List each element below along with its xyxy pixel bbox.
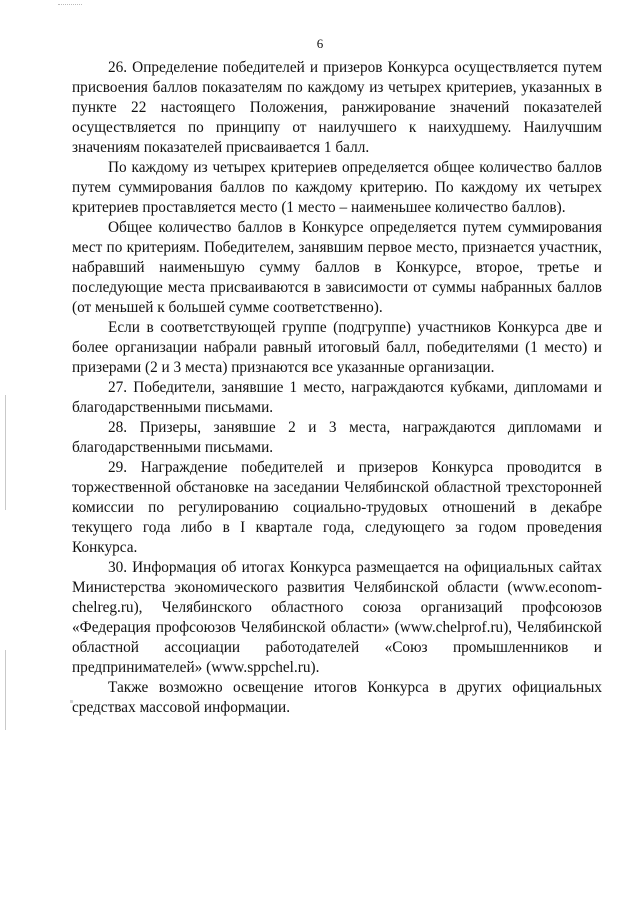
page-number: 6 (316, 36, 324, 51)
scan-corner-mark (58, 0, 82, 5)
paragraph-criteria-points: По каждому из четырех критериев определяется общее количество баллов путем суммирования баллов по каждому критерию. По каждому их четырех критериев проставляется место (1 место – наименьшее количество баллов). (72, 159, 602, 216)
paragraph-30: 30. Информация об итогах Конкурса размещается на официальных сайтах Министерства экономического развития Челябинской области (www.econom-chelreg.ru), Челябинского областного союза организаций профсоюзов «Федерация профсоюзов Челябинской области» (www.chelprof.ru), Челябинской областной ассоциации работодателей «Союз промышленников и предпринимателей» (www.sppchel.ru). (72, 559, 602, 676)
scan-margin-mark-lower (5, 650, 6, 730)
paragraph-equal-score: Если в соответствующей группе (подгруппе) участников Конкурса две и более организации набрали равный итоговый балл, победителями (1 место) и призерами (2 и 3 места) признаются все указанные организации. (72, 319, 602, 376)
paragraph-27: 27. Победители, занявшие 1 место, награждаются кубками, дипломами и благодарственными письмами. (72, 379, 602, 416)
paragraph-28: 28. Призеры, занявшие 2 и 3 места, награждаются дипломами и благодарственными письмами. (72, 419, 602, 456)
paragraph-29: 29. Награждение победителей и призеров Конкурса проводится в торжественной обстановке на заседании Челябинской областной трехсторонней комиссии по регулированию социально-трудовых отношений в декабре текущего года либо в I квартале года, следующего за годом проведения Конкурса. (72, 459, 602, 556)
scan-margin-mark-upper (5, 395, 6, 510)
paragraph-total-points: Общее количество баллов в Конкурсе определяется путем суммирования мест по критериям. Победителем, занявшим первое место, признается участник, набравший наименьшую сумму баллов в Конкурсе, второе, третье и последующие места присваиваются в зависимости от суммы набранных баллов (от меньшей к большей сумме соответственно). (72, 219, 602, 316)
document-body (72, 58, 602, 718)
paragraph-26: 26. Определение победителей и призеров Конкурса осуществляется путем присвоения баллов показателям по каждому из четырех критериев, указанных в пункте 22 настоящего Положения, ранжирование значений показателей осуществляется по принципу от наилучшего к наихудшему. Наилучшим значениям показателей присваивается 1 балл. (72, 59, 602, 156)
paragraph-media-coverage: Также возможно освещение итогов Конкурса в других официальных средствах массовой информации. (72, 679, 602, 716)
